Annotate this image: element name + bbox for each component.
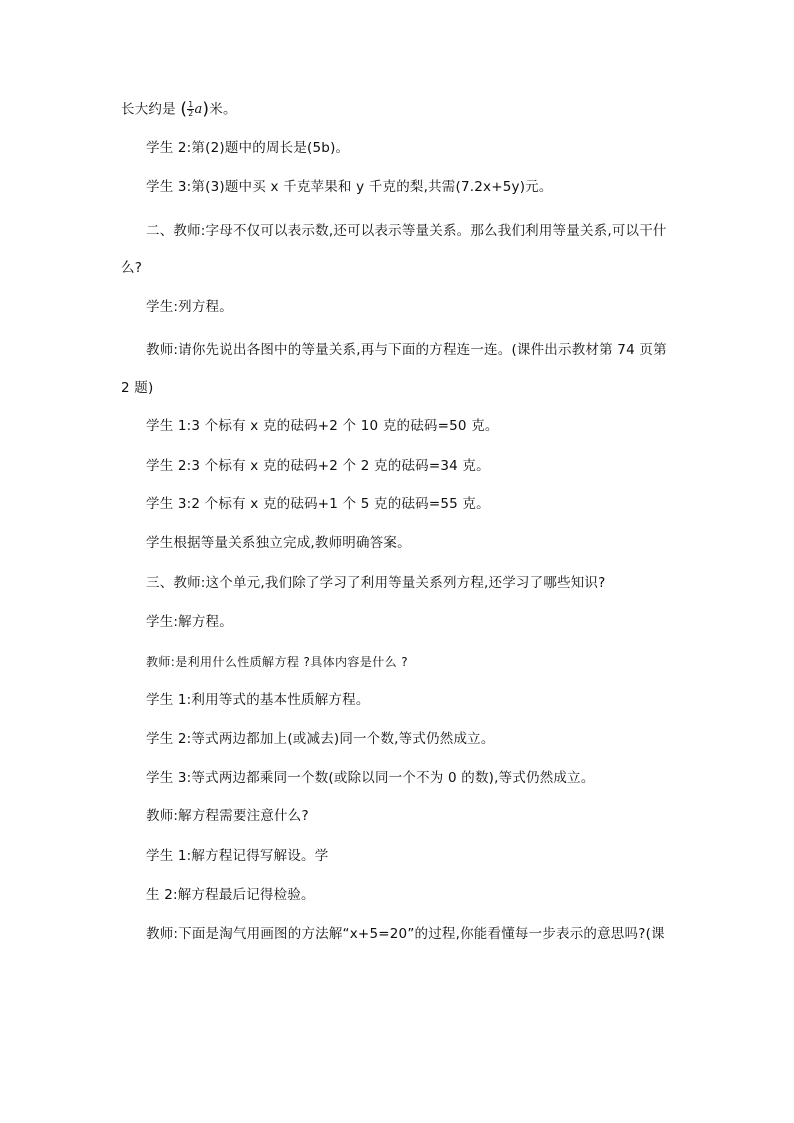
text-line: 教师:解方程需要注意什么? [146, 808, 309, 824]
text-line: 学生 3:2 个标有 x 克的砝码+1 个 5 克的砝码=55 克。 [146, 496, 490, 512]
text-line: 么? [121, 260, 143, 276]
text-line: 教师:下面是淘气用画图的方法解“x+5=20”的过程,你能看懂每一步表示的意思吗?(课 [146, 926, 665, 942]
text-line: 学生根据等量关系独立完成,教师明确答案。 [146, 535, 411, 551]
text-line: 学生 1:解方程记得写解设。学 [146, 848, 329, 864]
text-line: 教师:是利用什么性质解方程 ?具体内容是什么 ? [146, 655, 409, 669]
text-line: 学生 1:利用等式的基本性质解方程。 [146, 692, 370, 708]
fraction-expression: ( $\frac{1}{2}$ a) [180, 99, 210, 120]
fraction-denominator: 2 [188, 109, 194, 118]
text-line: 学生 2:3 个标有 x 克的砝码+2 个 2 克的砝码=34 克。 [146, 458, 490, 474]
text-line: 学生:解方程。 [146, 614, 233, 630]
fraction-variable: a [194, 102, 203, 117]
text-line: 学生 1:3 个标有 x 克的砝码+2 个 10 克的砝码=50 克。 [146, 418, 499, 434]
text-line: 学生 3:等式两边都乘同一个数(或除以同一个不为 0 的数),等式仍然成立。 [146, 770, 595, 786]
text-line: 学生 2:等式两边都加上(或减去)同一个数,等式仍然成立。 [146, 731, 495, 747]
fraction-numerator: 1 [188, 100, 194, 109]
text-line: 学生 2:第(2)题中的周长是(5b)。 [146, 140, 350, 156]
text-line: 2 题) [121, 380, 154, 396]
line-prefix: 长大约是 [121, 101, 176, 118]
text-line: 学生:列方程。 [146, 299, 233, 315]
text-line: 生 2:解方程最后记得检验。 [146, 887, 315, 903]
line-suffix: 米。 [209, 101, 237, 118]
text-line: 三、教师:这个单元,我们除了学习了利用等量关系列方程,还学习了哪些知识? [146, 575, 606, 591]
text-line: 学生 3:第(3)题中买 x 千克苹果和 y 千克的梨,共需(7.2x+5y)元。 [146, 179, 553, 195]
text-line: 教师:请你先说出各图中的等量关系,再与下面的方程连一连。(课件出示教材第 74 页第 [146, 342, 667, 358]
text-line: 二、教师:字母不仅可以表示数,还可以表示等量关系。那么我们利用等量关系,可以干什 [146, 223, 667, 239]
text-line [121, 99, 237, 120]
